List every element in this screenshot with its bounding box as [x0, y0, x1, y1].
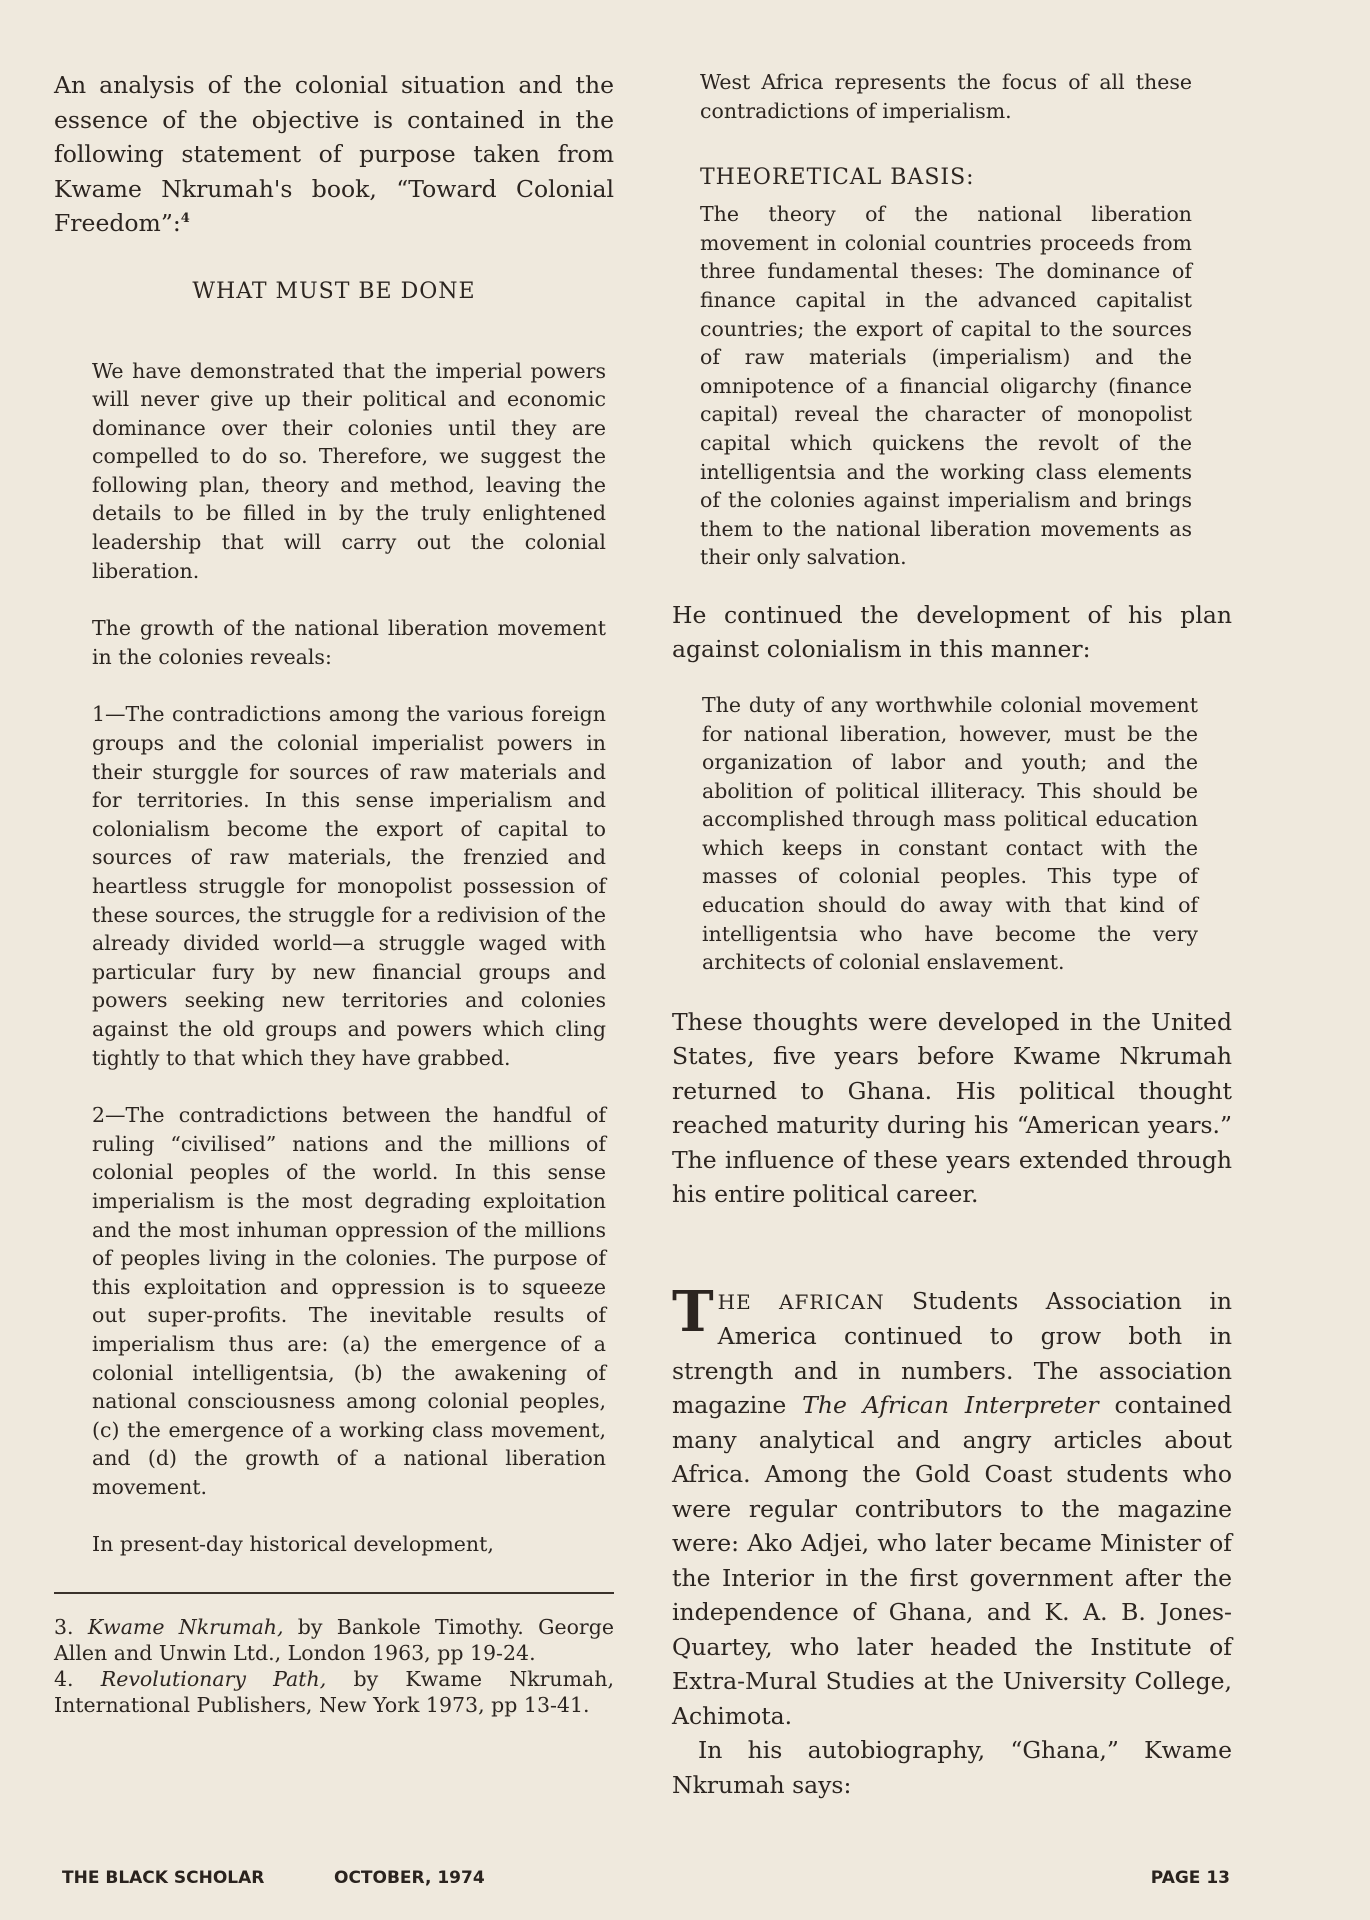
quote-paragraph-3: 1—The contradictions among the various foreign groups and the colonial imperialist powers in their sturggle for sources of raw materials and for territories. In this sense imperialism and colonialism become the export of capital to sources of raw materials, the frenzied and heartless struggle for monopolist possession of these sources, the struggle for a redivision of the already divided world—a struggle waged with particular fury by new financial groups and powers seeking new territories and colonies against the old groups and powers which cling tightly to that which they have grabbed. [92, 702, 606, 1070]
intro-text: An analysis of the colonial situation and the essence of the objective is contained in the following statement of purpose taken from Kwame Nkrumah's book, “Toward Colonial Freedom”: [54, 71, 614, 237]
quote-duty: The duty of any worthwhile colonial movement for national liberation, however, must be the organization of labor and youth; and the abolition of political illiteracy. This should be accomplished through mass political education which keeps in constant contact with the masses of colonial peoples. This type of education should do away with that kind of intelligentsia who have become the very architects of colonial enslavement. [702, 692, 1198, 975]
publication-name: THE BLACK SCHOLAR [62, 1868, 265, 1888]
quote-paragraph-4: 2—The contradictions between the handful of ruling “civilised” nations and the millions of colonial peoples of the world. In this sense imperialism is the most degrading exploitation and the most inhuman oppression of the millions of peoples living in the colonies. The purpose of this exploitation and oppression is to squeeze out super-profits. The inevitable results of imperialism thus are: (a) the emergence of a colonial intelligentsia, (b) the awakening of national consciousness among colonial peoples, (c) the emergence of a working class movement, and (d) the growth of a national liberation movement. [92, 1103, 606, 1499]
paragraph-thoughts: These thoughts were developed in the United States, five years before Kwame Nkrumah returned to Ghana. His political thought reached maturity during his “American years.” The influence of these years extended through his entire political career. [672, 1007, 1232, 1209]
quote-paragraph-5: In present-day historical development, [92, 1532, 494, 1557]
drop-cap: T [672, 1278, 714, 1345]
quote-paragraph-1: We have demonstrated that the imperial powers will never give up their political and economic dominance over their colonies until they are compelled to do so. Therefore, we suggest the following plan, theory and method, leaving the details to be filled in by the truly enlightened leadership that will carry out the colonial liberation. [92, 358, 606, 583]
issue-date: OCTOBER, 1974 [334, 1868, 485, 1888]
left-column [54, 68, 614, 1718]
magazine-title: The African Interpreter [802, 1391, 1099, 1420]
quote-theory: The theory of the national liberation movement in colonial countries proceeds from three fundamental theses: The dominance of finance capital in the advanced capitalist countries; the export of capital to the sources of raw materials (imperialism) and the omnipotence of a financial oligarchy (finance capital) reveal the character of monopolist capital which quickens the revolt of the intelligentsia and the working class elements of the colonies against imperialism and brings them to the national liberation movements as their only salvation. [700, 202, 1192, 570]
heading-what-must-be-done: WHAT MUST BE DONE [192, 278, 476, 304]
right-column [672, 68, 1232, 1802]
quote-west-africa: West Africa represents the focus of all these contradictions of imperialism. [700, 70, 1192, 123]
footnote-4: 4. Revolutionary Path, by Kwame Nkrumah, International Publishers, New York 1973, pp 13-41. [54, 1667, 614, 1718]
paragraph-continued: He continued the development of his plan against colonialism in this manner: [672, 600, 1232, 664]
paragraph-autobiography: In his autobiography, “Ghana,” Kwame Nkrumah says: [672, 1736, 1232, 1799]
footnotes [54, 1614, 614, 1718]
page-number: PAGE 13 [1150, 1868, 1230, 1888]
heading-theoretical-basis: THEORETICAL BASIS: [700, 165, 975, 191]
footnote-3: 3. Kwame Nkrumah, by Bankole Timothy. George Allen and Unwin Ltd., London 1963, pp 19-24. [54, 1615, 614, 1666]
paragraph-association: THE AFRICAN Students Association in America continued to grow both in strength and in numbers. The association magazine The African Interpreter contained many analytical and angry articles about Africa. Among the Gold Coast students who were regular contributors to the magazine were: Ako Adjei, who later became Minister of the Interior in the first government after the independence of Ghana, and K. A. B. Jones-Quartey, who later headed the Institute of Extra-Mural Studies at the University College, Achimota. [672, 1278, 1232, 1730]
footnote-divider [54, 1592, 614, 1594]
quote-paragraph-2: The growth of the national liberation movement in the colonies reveals: [92, 616, 606, 669]
footnote-ref-4[interactable]: 4 [180, 211, 190, 227]
intro-paragraph [54, 68, 614, 241]
